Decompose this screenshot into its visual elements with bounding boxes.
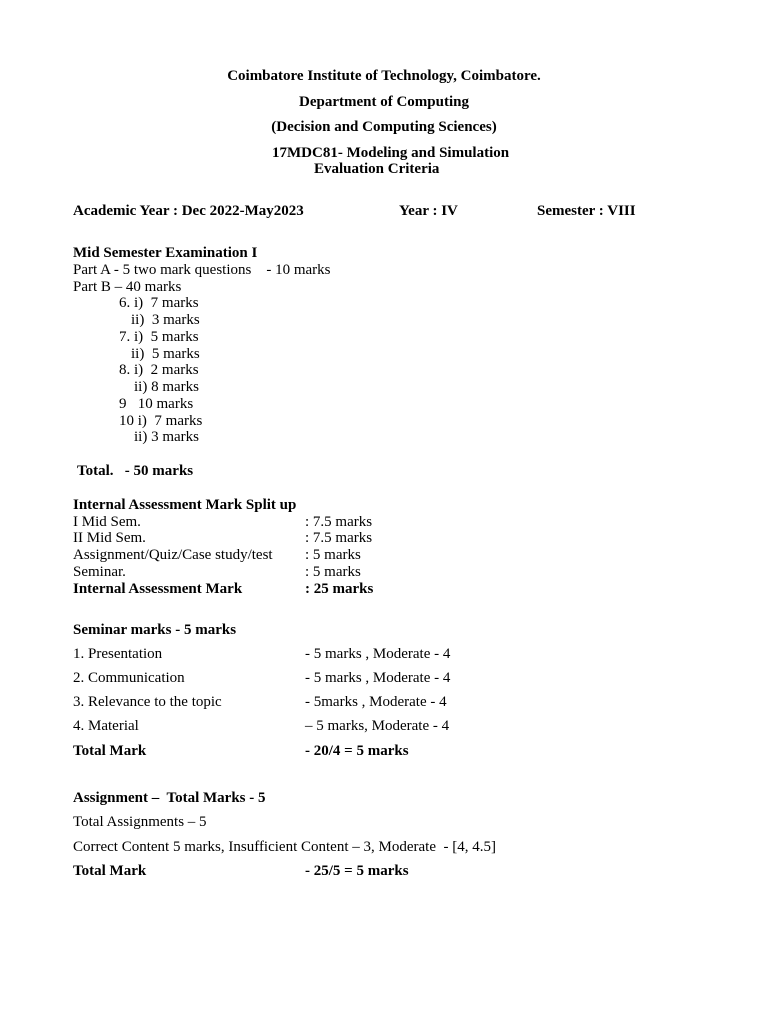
part-a-line: Part A - 5 two mark questions - 10 marks (73, 262, 331, 278)
seminar-heading: Seminar marks - 5 marks (73, 622, 237, 638)
part-b-item: ii) 8 marks (134, 379, 199, 395)
part-b-item: 6. i) 7 marks (119, 295, 199, 311)
part-b-item: ii) 3 marks (131, 312, 200, 328)
seminar-total-label: Total Mark (73, 743, 147, 759)
course-title: 17MDC81- Modeling and Simulation (272, 145, 510, 161)
division-name: (Decision and Computing Sciences) (271, 119, 497, 135)
seminar-row-value: – 5 marks, Moderate - 4 (305, 718, 450, 734)
year: Year : IV (399, 203, 458, 219)
internal-row-value: : 5 marks (305, 547, 361, 563)
semester: Semester : VIII (537, 203, 636, 219)
seminar-total-value: - 20/4 = 5 marks (305, 743, 409, 759)
internal-total-label: Internal Assessment Mark (73, 581, 243, 597)
assignment-total-value: - 25/5 = 5 marks (305, 863, 409, 879)
internal-row-label: Seminar. (73, 564, 126, 580)
part-b-line: Part B – 40 marks (73, 279, 182, 295)
internal-total-value: : 25 marks (305, 581, 374, 597)
department-name: Department of Computing (299, 94, 469, 110)
internal-row-value: : 7.5 marks (305, 530, 373, 546)
seminar-row-value: - 5 marks , Moderate - 4 (305, 646, 451, 662)
part-b-item: ii) 5 marks (131, 346, 200, 362)
seminar-row-value: - 5marks , Moderate - 4 (305, 694, 447, 710)
academic-year: Academic Year : Dec 2022-May2023 (73, 203, 304, 219)
internal-row-label: II Mid Sem. (73, 530, 146, 546)
seminar-row-label: 2. Communication (73, 670, 185, 686)
internal-heading: Internal Assessment Mark Split up (73, 497, 297, 513)
seminar-row-label: 3. Relevance to the topic (73, 694, 222, 710)
part-b-item: 8. i) 2 marks (119, 362, 199, 378)
internal-row-value: : 5 marks (305, 564, 361, 580)
seminar-row-value: - 5 marks , Moderate - 4 (305, 670, 451, 686)
part-b-item: 10 i) 7 marks (119, 413, 203, 429)
seminar-row-label: 1. Presentation (73, 646, 163, 662)
assignment-criteria: Correct Content 5 marks, Insufficient Content – 3, Moderate - [4, 4.5] (73, 839, 496, 855)
part-b-item: ii) 3 marks (134, 429, 199, 445)
internal-row-value: : 7.5 marks (305, 514, 373, 530)
mid-sem-total: Total. - 50 marks (77, 463, 194, 479)
assignment-total-label: Total Mark (73, 863, 147, 879)
part-b-item: 9 10 marks (119, 396, 194, 412)
part-b-item: 7. i) 5 marks (119, 329, 199, 345)
internal-row-label: Assignment/Quiz/Case study/test (73, 547, 273, 563)
document-title: Evaluation Criteria (314, 161, 440, 177)
internal-row-label: I Mid Sem. (73, 514, 141, 530)
mid-sem-heading: Mid Semester Examination I (73, 245, 258, 261)
assignment-heading: Assignment – Total Marks - 5 (73, 790, 266, 806)
seminar-row-label: 4. Material (73, 718, 139, 734)
assignment-count: Total Assignments – 5 (73, 814, 207, 830)
institute-name: Coimbatore Institute of Technology, Coimbatore. (227, 68, 541, 84)
